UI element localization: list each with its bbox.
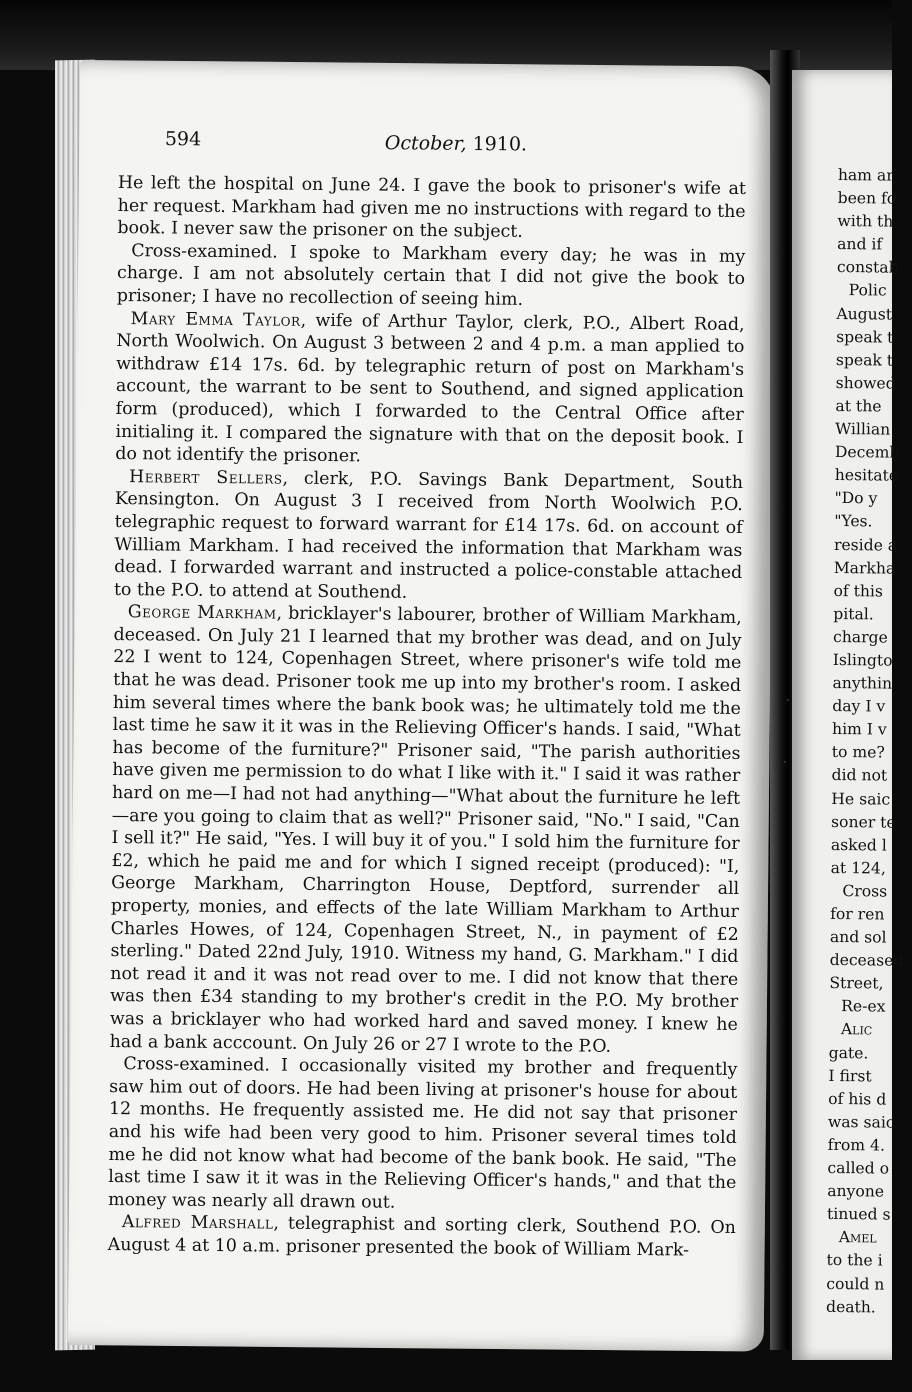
right-page-line: constab (836, 258, 899, 278)
right-page-line: could n (826, 1274, 885, 1294)
right-page-line: "Yes. (834, 512, 873, 531)
right-page-line: Islingto (832, 650, 893, 670)
right-page-line: been fo (837, 189, 897, 208)
paragraph-4: Herbert Sellers, clerk, P.O. Savings Bank Department, South Kensington. On August 3 I received from North Woolwich P.O. telegraphic request to forward warrant for £14 17s. 6d. on account of William Markham. I had received the information that Markham was dead. I forwarded warrant and instructed a police-constable attached to the P.O. to attend at Southend. (113, 466, 744, 603)
right-page-line: day I v (832, 697, 886, 716)
right-page-line: deceased (829, 951, 904, 970)
paragraph-6: Cross-examined. I occasionally visited my brother and frequently saw him out of doors. He had been living at prisoner's house for about 12 months. He frequently assisted me. He did not say that prisoner and his wife had been very good to him. Prisoner several times told me he did not know what had become of the bank book. He said, "The last time I saw it it was in the Relieving Officer's hands," and that the money was nearly all drawn out. (108, 1054, 738, 1213)
right-page-line: reside a (833, 535, 898, 555)
right-page-line: speak t (836, 327, 894, 347)
right-page-text (826, 164, 908, 1319)
paragraph-2: Cross-examined. I spoke to Markham every day; he was in my charge. I am not absolutely certain that I did not give the book to prisoner; I have no recollection of seeing him. (116, 240, 746, 310)
right-page-line: August (836, 304, 893, 324)
right-page-line: ham ar (837, 165, 894, 185)
right-page-line: Decemb (834, 443, 900, 462)
right-page-line: to me? (831, 743, 885, 762)
right-page-line: and if (837, 235, 883, 254)
right-page-line: at the (835, 396, 882, 416)
right-page-line: for ren (830, 904, 885, 924)
right-page-line: charge (832, 627, 888, 647)
right-page-line: tinued s (826, 1205, 891, 1224)
right-page-line: asked l (830, 835, 887, 855)
paragraph-5: George Markham, bricklayer's labourer, brother of William Markham, deceased. On July 21 I learned that my brother was dead, and on July 22 I went to 124, Copenhagen Street, where prisoner's wife told me that he was dead. Prisoner took me up into my brother's room. I asked him several times where the bank book was; he ultimately told me the last time he saw it it was in the Relieving Officer's hands. I said, "What has become of the furniture?" Prisoner said, "The parish authorities have given me permission to do what I like with it." I said it was rather hard on me—I had not had anything—"What about the furniture he left—are you going to claim that as well?" Prisoner said, "No." I said, "Can I sell it?" He said, "Yes. I will buy it of you." I sold him the furniture for £2, which he paid me and for which I signed receipt (produced): "I, George Markham, Charrington House, Deptford, surrender all property, monies, and effects of the late William Markham to Arthur Charles Howes, of 124, Copenhagen Street, N., in payment of £2 sterling." Dated 22nd July, 1910. Witness my hand, G. Markham." I did not read it and it was not read over to me. I did not know that there was then £34 standing to my brother's credit in the P.O. My brother was a bricklayer who had worked hard and saved money. I knew he had a bank acccount. On July 26 or 27 I wrote to the P.O. (109, 602, 742, 1057)
witness-name: Mary Emma Taylor (130, 308, 301, 331)
running-title-month: October, (384, 132, 467, 155)
right-page-line: was saic (827, 1112, 895, 1132)
right-page-line: showed (835, 373, 896, 393)
witness-name: George Markham (127, 602, 277, 624)
right-page-line: death. (825, 1297, 876, 1317)
right-page-line: Willian (835, 420, 891, 439)
right-page-line: soner te (831, 812, 896, 832)
right-page-line: him I v (831, 720, 887, 739)
right-page-line: speak t (835, 350, 894, 370)
right-page-line: Polic (848, 281, 887, 300)
right-page-line: gate. (828, 1043, 869, 1062)
body-text (108, 172, 746, 1262)
witness-name: Alfred Marshall (121, 1212, 274, 1234)
right-page-line: "Do y (834, 489, 878, 508)
right-page-line: anyone (827, 1182, 885, 1201)
witness-name: Herbert Sellers (128, 466, 283, 489)
right-page-line: anythin (832, 674, 893, 693)
page-number: 594 (164, 128, 202, 151)
right-page-line: did not (831, 766, 888, 785)
page-header (165, 128, 725, 169)
right-page-line: Amel (838, 1228, 877, 1247)
running-title (385, 132, 527, 155)
running-title-year: 1910. (472, 132, 528, 156)
paragraph-1: He left the hospital on June 24. I gave the book to prisoner's wife at her request. Markham had given me no instructions with regard to the book. I never saw the prisoner on the subject. (117, 172, 746, 243)
right-page-line: with th (837, 212, 894, 231)
right-page-line: to the i (826, 1251, 883, 1270)
right-page-line: from 4. (827, 1135, 886, 1155)
right-page-line: Cross (842, 881, 888, 901)
right-page-line: and sol (829, 928, 887, 947)
right-page-line: Alic (840, 1020, 873, 1039)
right-page-line: pital. (833, 604, 874, 624)
margin-mark: · (785, 690, 791, 711)
paragraph-3: Mary Emma Taylor, wife of Arthur Taylor, clerk, P.O., Albert Road, North Woolwich. On August 3 between 2 and 4 p.m. a man applied to withdraw £14 17s. 6d. by telegraphic return of post on Markham's account, the warrant to be sent to Southend, and signed application form (produced), which I forwarded to the Central Office after initialing it. I compared the signature with that on the deposit book. I do not identify the prisoner. (115, 308, 745, 467)
right-page-line: I first (828, 1066, 872, 1086)
right-page-line: Street, (829, 974, 884, 993)
paragraph-7: Alfred Marshall, telegraphist and sorting clerk, Southend P.O. On August 4 at 10 a.m. prisoner presented the book of William Mark- (107, 1212, 736, 1261)
right-page-line: of this (833, 581, 884, 601)
margin-mark: · (782, 752, 788, 773)
right-page-line: hesitate (834, 466, 899, 485)
right-page-line: called o (827, 1158, 890, 1178)
right-page-line: Re-ex (841, 997, 886, 1016)
scan-background-top (0, 0, 892, 70)
right-page-line: He saic (831, 789, 891, 809)
right-page-line: Markha (833, 558, 896, 578)
right-page-line: at 124, (830, 858, 886, 878)
right-page-line: of his d (828, 1089, 887, 1109)
